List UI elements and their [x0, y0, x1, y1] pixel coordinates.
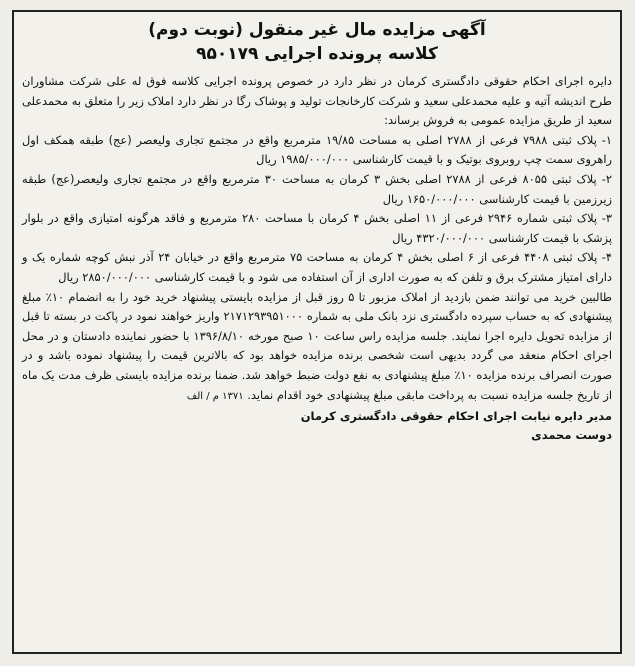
- property-item-4: ۴- پلاک ثبتی ۴۴۰۸ فرعی از ۶ اصلی بخش ۴ کرمان به مساحت ۷۵ مترمربع واقع در خیابان ۲۴ آذر نبش کوچه شماره یک و دارای امتیاز مشترک برق و تلفن که به صورت اداری از آن استفاده می شود و با قیمت کارشناسی ۲۸۵۰/۰۰۰/۰۰۰ ریال: [22, 250, 612, 284]
- property-item-2: ۲- پلاک ثبتی ۸۰۵۵ فرعی از ۲۷۸۸ اصلی بخش ۳ کرمان به مساحت ۳۰ مترمربع واقع در مجتمع تجاری ولیعصر(عج) طبقه زیرزمین با قیمت کارشناسی ۱۶۵۰/۰۰۰/۰۰۰ ریال: [22, 171, 612, 206]
- notice-code: ۱۳۷۱ م / الف: [186, 390, 244, 402]
- notice-frame: [12, 10, 622, 654]
- property-item-3: ۳- پلاک ثبتی شماره ۲۹۴۶ فرعی از ۱۱ اصلی بخش ۴ کرمان با مساحت ۲۸۰ مترمربع و فاقد هرگونه امتیازی واقع در بلوار پزشک با قیمت کارشناسی ۴۳۲۰/۰۰۰/۰۰۰ ریال: [22, 211, 612, 245]
- file-number-line: کلاسه پرونده اجرایی ۹۵۰۱۷۹: [196, 44, 438, 64]
- signature-name: دوست محمدی: [531, 428, 612, 443]
- property-item-1: ۱- پلاک ثبتی ۷۹۸۸ فرعی از ۲۷۸۸ اصلی به مساحت ۱۹/۸۵ مترمربع واقع در مجتمع تجاری ولیعصر (عج) طبقه همکف اول راهروی سمت چپ روبروی بوتیک و با قیمت کارشناسی ۱۹۸۵/۰۰۰/۰۰۰ ریال: [22, 132, 612, 167]
- conditions-text: طالبین خرید می توانند ضمن بازدید از املاک مزبور تا ۵ روز قبل از مزایده بایستی پیشنهاد خرید خود را به انضمام ۱۰٪ مبلغ پیشنهادی که به حساب سپرده دادگستری نزد بانک ملی به شماره ۲۱۷۱۲۹۳۹۵۱۰۰۰ واریز خواهند نمود در پاکت در بسته تا قبل از مزایده تحویل دایره اجرا نمایند. جلسه مزایده راس ساعت ۱۰ صبح مورخه ۱۳۹۶/۸/۱۰ با حضور نماینده دادستان و در محل اجرای احکام منعقد می گردد بدیهی است شخصی برنده مزایده خواهد بود که بالاترین قیمت را پیشنهاد نموده باشد و در صورت انصراف برنده مزایده ۱۰٪ مبلغ پیشنهادی به نفع دولت ضبط خواهد شد. ضمنا برنده مزایده بایستی ظرف مدت یک ماه از تاریخ جلسه مزایده نسبت به پرداخت مابقی مبلغ پیشنهادی خود اقدام نماید.: [22, 289, 613, 402]
- notice-content: [22, 18, 612, 646]
- notice-title: آگهی مزایده مال غیر منقول (نوبت دوم): [148, 20, 486, 40]
- notice-intro: دایره اجرای احکام حقوقی دادگستری کرمان در نظر دارد در خصوص پرونده اجرایی کلاسه فوق له علی شرکت مشاوران طرح اندیشه آتیه و علیه محمدعلی سعید و شرکت کارخانجات تولید و پوشاک رگا در نظر دارد املاک زیر را متعلق به محمدعلی سعید از طریق مزایده عمومی به فروش برساند:: [22, 74, 612, 128]
- auction-conditions: [22, 288, 612, 407]
- signature-title: مدیر دایره نیابت اجرای احکام حقوقی دادگستری کرمان: [300, 409, 612, 424]
